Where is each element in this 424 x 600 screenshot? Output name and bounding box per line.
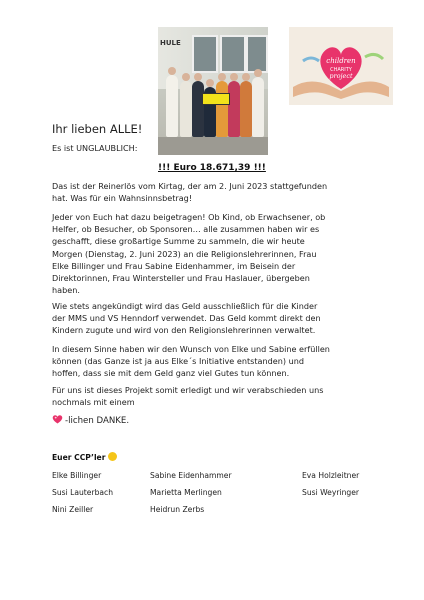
signature-name: Heidrun Zerbs [150, 505, 205, 514]
logo-text-children: children [326, 57, 356, 65]
text-line: hoffen, dass sie mit dem Geld ganz viel Gutes tun können. [52, 368, 290, 379]
text-line: Das ist der Reinerlös vom Kirtag, der am 2. Juni 2023 stattgefunden [52, 181, 328, 191]
window [246, 35, 268, 73]
person-head [168, 67, 176, 75]
smiley-icon [108, 452, 117, 461]
person-head [206, 79, 214, 87]
closing-text: -lichen DANKE. [65, 416, 130, 426]
heart-icon [52, 414, 63, 424]
text-line: nochmals mit einem [52, 397, 135, 408]
text-line: Helfer, ob Besucher, ob Sponsoren… alle zusammen haben wir es [52, 224, 320, 235]
window [220, 35, 246, 73]
signature-name: Nini Zeiller [52, 505, 94, 514]
person-head [254, 69, 262, 77]
closing-line [52, 414, 129, 427]
text-line: der MMS und VS Henndorf verwendet. Das Geld kommt direkt den [52, 313, 321, 324]
charity-logo [289, 27, 393, 105]
person-head [242, 73, 250, 81]
person-head [230, 73, 238, 81]
text-line: Elke Billinger und Frau Sabine Eidenhammer, im Beisein der [52, 260, 296, 271]
text-line: hat. Was für ein Wahnsinnsbetrag! [52, 193, 193, 204]
text-line: Jeder von Euch hat dazu beigetragen! Ob Kind, ob Erwachsener, ob [52, 212, 326, 222]
logo-text-charity: CHARITY [330, 67, 352, 73]
text-line: Direktorinnen, Frau Wintersteller und Frau Haslauer, übergeben [52, 273, 310, 284]
heart-hands-icon [289, 27, 393, 105]
signature-name: Susi Weyringer [302, 488, 360, 497]
person-head [182, 73, 190, 81]
building-sign: HULE [160, 39, 181, 47]
signature-heading-text: Euer CCP’ler [52, 453, 106, 462]
text-line: können (das Ganze ist ja aus Elke´s Initiative entstanden) und [52, 356, 304, 367]
signature-name: Marietta Merlingen [150, 488, 222, 497]
signature-name: Susi Lauterbach [52, 488, 114, 497]
donation-amount: !!! Euro 18.671,39 !!! [158, 163, 266, 173]
person [228, 81, 240, 137]
paragraph-4 [52, 343, 330, 380]
text-line: geschafft, diese großartige Summe zu sammeln, die wir heute [52, 236, 305, 247]
person [252, 77, 264, 137]
text-line: Für uns ist dieses Projekt somit erledigt und wir verabschieden uns [52, 385, 324, 395]
person-head [218, 73, 226, 81]
signature-heading [52, 452, 117, 462]
person-head [194, 73, 202, 81]
signature-name: Elke Billinger [52, 471, 102, 480]
text-line: Wie stets angekündigt wird das Geld ausschließlich für die Kinder [52, 301, 318, 311]
person [216, 81, 228, 137]
greeting: Ihr lieben ALLE! [52, 122, 143, 136]
window [192, 35, 218, 73]
paragraph-3 [52, 300, 321, 337]
signature-name: Sabine Eidenhammer [150, 471, 232, 480]
ground [158, 137, 268, 155]
person [166, 75, 178, 137]
paragraph-2 [52, 211, 325, 296]
text-line: Morgen (Dienstag, 2. Juni 2023) an die Religionslehrerinnen, Frau [52, 248, 317, 259]
person [240, 81, 252, 137]
paragraph-1 [52, 180, 327, 204]
person [192, 81, 204, 137]
person [180, 81, 192, 137]
text-line: Kindern zugute und wird von den Religionslehrerinnen verwaltet. [52, 325, 316, 336]
paragraph-5 [52, 384, 323, 408]
text-line: haben. [52, 285, 80, 296]
signature-name: Eva Holzleitner [302, 471, 360, 480]
text-line: In diesem Sinne haben wir den Wunsch von Elke und Sabine erfüllen [52, 344, 330, 354]
cheque-board [202, 93, 230, 105]
group-photo [158, 27, 268, 155]
intro-line: Es ist UNGLAUBLICH: [52, 143, 138, 153]
logo-text-project: project [329, 72, 353, 80]
